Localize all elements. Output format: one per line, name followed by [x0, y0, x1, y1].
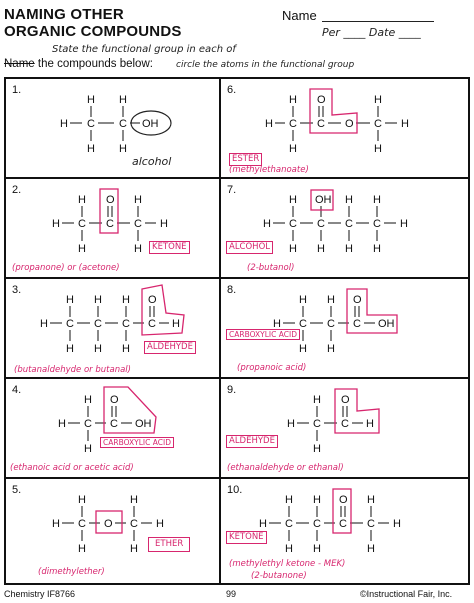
answer-text: (butanaldehyde or butanal): [14, 365, 131, 375]
svg-text:H: H: [94, 294, 102, 306]
svg-text:H: H: [130, 543, 138, 555]
svg-text:H: H: [374, 143, 382, 155]
functional-group-label: CARBOXYLIC ACID: [226, 329, 300, 340]
instruction-struck-word: Name: [4, 58, 35, 70]
svg-text:H: H: [52, 218, 60, 230]
svg-text:H: H: [367, 494, 375, 506]
svg-text:H: H: [94, 343, 102, 355]
svg-text:C: C: [289, 118, 297, 130]
svg-text:H: H: [313, 443, 321, 455]
svg-text:C: C: [327, 318, 335, 330]
answer-text: (methylethyl ketone - MEK): [229, 559, 346, 569]
functional-group-label: KETONE: [149, 241, 190, 254]
handwritten-instruction-2: circle the atoms in the functional group: [176, 60, 355, 70]
cell-number: 1.: [12, 84, 22, 96]
svg-text:H: H: [327, 343, 335, 355]
cell-number: 7.: [227, 184, 237, 196]
svg-text:C: C: [341, 418, 349, 430]
svg-text:H: H: [156, 518, 164, 530]
svg-text:H: H: [393, 518, 401, 530]
svg-text:O: O: [106, 194, 115, 206]
svg-text:C: C: [106, 218, 114, 230]
page-number: 99: [226, 589, 237, 599]
svg-text:OH: OH: [315, 194, 332, 206]
svg-text:H: H: [327, 294, 335, 306]
cell-4: [6, 379, 219, 477]
svg-text:O: O: [317, 94, 326, 106]
svg-text:C: C: [94, 318, 102, 330]
svg-text:H: H: [299, 343, 307, 355]
svg-text:H: H: [119, 143, 127, 155]
name-field-line: [322, 21, 434, 22]
svg-text:C: C: [317, 218, 325, 230]
svg-text:H: H: [285, 494, 293, 506]
molecule-ethanol: [6, 79, 219, 177]
molecule-butanal: [6, 279, 219, 377]
svg-text:H: H: [66, 294, 74, 306]
svg-text:H: H: [299, 294, 307, 306]
svg-text:C: C: [148, 318, 156, 330]
cell-7: [221, 179, 468, 277]
svg-text:H: H: [84, 443, 92, 455]
svg-text:H: H: [60, 118, 68, 130]
cell-2: [6, 179, 219, 277]
svg-text:O: O: [341, 394, 350, 406]
svg-text:O: O: [104, 518, 113, 530]
svg-text:C: C: [78, 518, 86, 530]
cell-6: [221, 79, 468, 177]
svg-text:H: H: [78, 194, 86, 206]
footer-copyright: ©Instructional Fair, Inc.: [360, 589, 453, 599]
functional-group-label: ETHER: [148, 537, 190, 552]
svg-text:OH: OH: [135, 418, 152, 430]
svg-text:H: H: [160, 218, 168, 230]
svg-text:H: H: [317, 243, 325, 255]
answer-text: (ethanoic acid or acetic acid): [10, 463, 134, 473]
svg-text:C: C: [353, 318, 361, 330]
svg-text:H: H: [122, 294, 130, 306]
page-title: [4, 6, 182, 40]
title-line-1: NAMING OTHER: [4, 6, 124, 23]
functional-group-label: KETONE: [226, 531, 267, 544]
svg-text:O: O: [110, 394, 119, 406]
svg-text:O: O: [339, 494, 348, 506]
svg-text:H: H: [78, 543, 86, 555]
svg-text:H: H: [122, 343, 130, 355]
svg-text:H: H: [87, 143, 95, 155]
cell-5: [6, 479, 219, 583]
svg-text:H: H: [273, 318, 281, 330]
cell-number: 3.: [12, 284, 22, 296]
svg-text:C: C: [317, 118, 325, 130]
svg-text:H: H: [172, 318, 180, 330]
svg-text:H: H: [345, 243, 353, 255]
svg-text:C: C: [299, 318, 307, 330]
svg-text:H: H: [78, 494, 86, 506]
answer-text: (2-butanol): [247, 263, 295, 273]
footer-left: Chemistry IF8766: [4, 589, 76, 599]
cell-number: 8.: [227, 284, 237, 296]
svg-text:H: H: [285, 543, 293, 555]
functional-group-label: ALDEHYDE: [144, 341, 196, 354]
svg-text:H: H: [78, 243, 86, 255]
svg-text:H: H: [289, 194, 297, 206]
svg-text:H: H: [265, 118, 273, 130]
cell-number: 5.: [12, 484, 22, 496]
cell-1: [6, 79, 219, 177]
svg-text:H: H: [374, 94, 382, 106]
name-label: Name: [282, 8, 317, 23]
svg-text:C: C: [122, 318, 130, 330]
svg-text:H: H: [400, 218, 408, 230]
functional-group-label: ALCOHOL: [226, 241, 273, 254]
svg-text:H: H: [287, 418, 295, 430]
svg-text:C: C: [345, 218, 353, 230]
cell-9: [221, 379, 468, 477]
svg-text:C: C: [84, 418, 92, 430]
svg-text:H: H: [289, 243, 297, 255]
svg-text:H: H: [84, 394, 92, 406]
svg-text:C: C: [374, 118, 382, 130]
svg-text:O: O: [353, 294, 362, 306]
svg-text:H: H: [401, 118, 409, 130]
svg-text:C: C: [313, 518, 321, 530]
answer-text: (propanone) or (acetone): [12, 263, 120, 273]
svg-text:H: H: [134, 243, 142, 255]
svg-text:C: C: [373, 218, 381, 230]
svg-text:H: H: [259, 518, 267, 530]
answer-text: (propanoic acid): [237, 363, 307, 373]
svg-text:C: C: [313, 418, 321, 430]
instruction: [4, 58, 153, 70]
answer-text-secondary: (2-butanone): [251, 571, 307, 581]
svg-text:C: C: [367, 518, 375, 530]
svg-text:C: C: [78, 218, 86, 230]
svg-text:C: C: [119, 118, 127, 130]
svg-text:H: H: [313, 494, 321, 506]
svg-text:H: H: [313, 394, 321, 406]
functional-group-label: ESTER: [229, 153, 262, 166]
cell-number: 10.: [227, 484, 243, 496]
functional-group-label: CARBOXYLIC ACID: [100, 437, 174, 448]
svg-text:H: H: [289, 94, 297, 106]
cell-number: 2.: [12, 184, 22, 196]
svg-text:H: H: [366, 418, 374, 430]
svg-text:C: C: [110, 418, 118, 430]
svg-text:H: H: [134, 194, 142, 206]
svg-text:H: H: [263, 218, 271, 230]
svg-text:H: H: [373, 194, 381, 206]
cell-number: 4.: [12, 384, 22, 396]
svg-text:H: H: [345, 194, 353, 206]
svg-text:C: C: [289, 218, 297, 230]
svg-text:H: H: [87, 94, 95, 106]
svg-text:H: H: [66, 343, 74, 355]
svg-text:O: O: [345, 118, 354, 130]
svg-text:H: H: [58, 418, 66, 430]
functional-group-label: ALDEHYDE: [226, 435, 278, 448]
handwritten-instruction-1: State the functional group in each of: [52, 44, 236, 55]
cell-number: 9.: [227, 384, 237, 396]
svg-text:H: H: [119, 94, 127, 106]
svg-text:C: C: [130, 518, 138, 530]
svg-text:H: H: [52, 518, 60, 530]
svg-text:H: H: [373, 243, 381, 255]
cell-10: [221, 479, 468, 583]
svg-text:O: O: [148, 294, 157, 306]
svg-text:C: C: [87, 118, 95, 130]
answer-text: (methylethanoate): [229, 165, 309, 175]
svg-text:H: H: [289, 143, 297, 155]
svg-text:H: H: [367, 543, 375, 555]
instruction-text: the compounds below:: [34, 58, 153, 70]
cell-number: 6.: [227, 84, 237, 96]
answer-text: (ethanaldehyde or ethanal): [227, 463, 344, 473]
svg-text:H: H: [130, 494, 138, 506]
svg-text:C: C: [134, 218, 142, 230]
svg-text:C: C: [66, 318, 74, 330]
svg-text:C: C: [339, 518, 347, 530]
answer-text: alcohol: [132, 155, 172, 168]
per-date-handwriting: Per ____ Date ____: [322, 26, 421, 39]
cell-3: [6, 279, 219, 377]
cell-8: [221, 279, 468, 377]
svg-text:OH: OH: [378, 318, 395, 330]
svg-text:OH: OH: [142, 118, 159, 130]
svg-text:H: H: [40, 318, 48, 330]
answer-text: (dimethylether): [38, 567, 105, 577]
svg-text:C: C: [285, 518, 293, 530]
title-line-2: ORGANIC COMPOUNDS: [4, 23, 182, 40]
svg-text:H: H: [313, 543, 321, 555]
